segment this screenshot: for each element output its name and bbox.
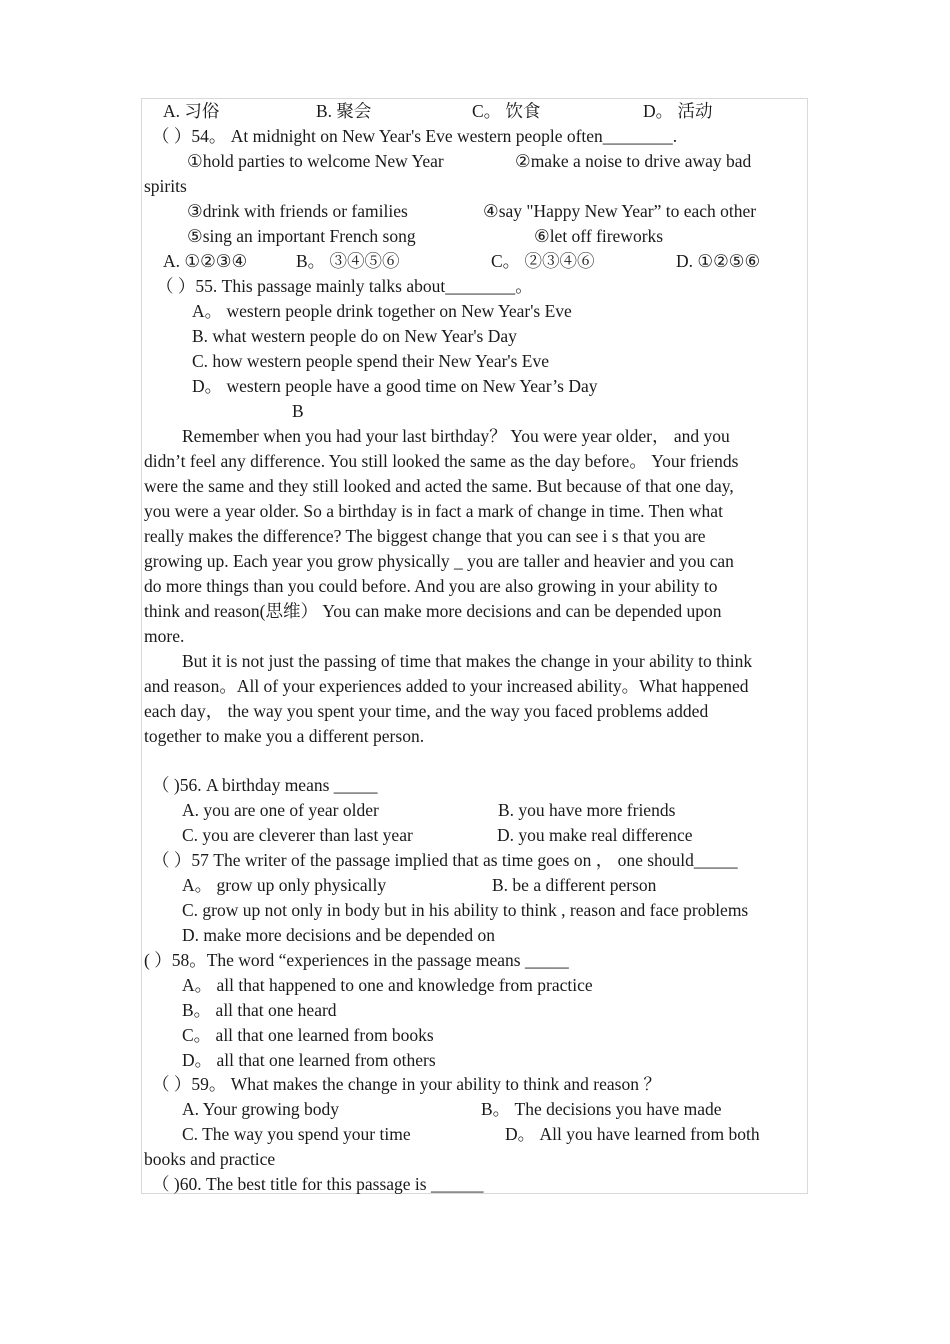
q58-option-c: C。 all that one learned from books (182, 1025, 434, 1045)
q59-option-c: C. The way you spend your time (182, 1124, 411, 1144)
q56-option-a: A. you are one of year older (182, 800, 379, 820)
passage-line: really makes the difference? The biggest change that you can see i s that you are (144, 526, 706, 546)
passage-line: together to make you a different person. (144, 726, 425, 746)
q54-option-b: B。 ③④⑤⑥ (296, 251, 400, 271)
passage-line: you were a year older. So a birthday is in fact a mark of change in time. Then what (144, 501, 723, 521)
passage-line: do more things than you could before. And you are also growing in your ability to (144, 576, 718, 596)
q59-option-a: A. Your growing body (182, 1099, 340, 1119)
passage-line: and reason。All of your experiences added to your increased ability。What happened (144, 676, 749, 696)
q55-option-a: A。 western people drink together on New Year's Eve (192, 301, 572, 321)
q54-stem: （ ）54。 At midnight on New Year's Eve western people often________. (152, 126, 678, 146)
q58-option-b: B。 all that one heard (182, 1000, 337, 1020)
q59-stem: （ ）59。 What makes the change in your ability to think and reason ？ (152, 1074, 661, 1094)
q59-option-d-wrap: books and practice (144, 1149, 276, 1169)
passage-line: But it is not just the passing of time that makes the change in your ability to think (182, 651, 753, 671)
q54-option-c: C。 ②③④⑥ (491, 251, 595, 271)
q57-option-d: D. make more decisions and be depended on (182, 925, 495, 945)
q56-stem: （ )56. A birthday means _____ (152, 775, 378, 795)
q54-item-3: ③drink with friends or families (187, 201, 408, 221)
q53-option-c: C。 饮食 (472, 101, 541, 121)
q54-option-a: A. ①②③④ (163, 251, 248, 271)
q58-stem: ( ）58。The word “experiences in the passage means _____ (144, 950, 569, 970)
q59-option-d: D。 All you have learned from both (505, 1124, 760, 1144)
q56-option-c: C. you are cleverer than last year (182, 825, 413, 845)
q54-item-2-wrap: spirits (144, 176, 187, 196)
q57-option-b: B. be a different person (492, 875, 657, 895)
q55-option-d: D。 western people have a good time on New Year’s Day (192, 376, 598, 396)
q55-option-b: B. what western people do on New Year's Day (192, 326, 517, 346)
q56-option-b: B. you have more friends (498, 800, 676, 820)
q54-item-5: ⑤sing an important French song (187, 226, 416, 246)
q57-option-a: A。 grow up only physically (182, 875, 387, 895)
q59-option-b: B。 The decisions you have made (481, 1099, 722, 1119)
q58-option-d: D。 all that one learned from others (182, 1050, 436, 1070)
q53-option-d: D。 活动 (643, 101, 713, 121)
passage-line: think and reason(思维） You can make more decisions and can be depended upon (144, 601, 722, 621)
passage-line: Remember when you had your last birthday？ You were year older， and you (182, 426, 730, 446)
section-b-heading: B (292, 401, 304, 421)
q53-option-b: B. 聚会 (316, 101, 372, 121)
passage-line: more. (144, 626, 185, 646)
passage-line: were the same and they still looked and acted the same. But because of that one day, (144, 476, 734, 496)
q55-stem: （ ）55. This passage mainly talks about________。 (156, 276, 533, 296)
q54-item-4: ④say "Happy New Year” to each other (483, 201, 757, 221)
q57-option-c: C. grow up not only in body but in his ability to think , reason and face problems (182, 900, 749, 920)
q54-item-6: ⑥let off fireworks (534, 226, 664, 246)
q54-item-1: ①hold parties to welcome New Year (187, 151, 444, 171)
q54-item-2: ②make a noise to drive away bad (515, 151, 752, 171)
q56-option-d: D. you make real difference (497, 825, 693, 845)
passage-line: didn’t feel any difference. You still looked the same as the day before。 Your friends (144, 451, 739, 471)
passage-line: growing up. Each year you grow physically _ you are taller and heavier and you can (144, 551, 734, 571)
q55-option-c: C. how western people spend their New Year's Eve (192, 351, 549, 371)
q60-stem: （ )60. The best title for this passage is ______ (152, 1174, 484, 1194)
q54-option-d: D. ①②⑤⑥ (676, 251, 761, 271)
passage-line: each day， the way you spent your time, and the way you faced problems added (144, 701, 709, 721)
q57-stem: （ ）57 The writer of the passage implied that as time goes on ， one should_____ (152, 850, 738, 870)
q53-option-a: A. 习俗 (163, 101, 220, 121)
q58-option-a: A。 all that happened to one and knowledge from practice (182, 975, 593, 995)
